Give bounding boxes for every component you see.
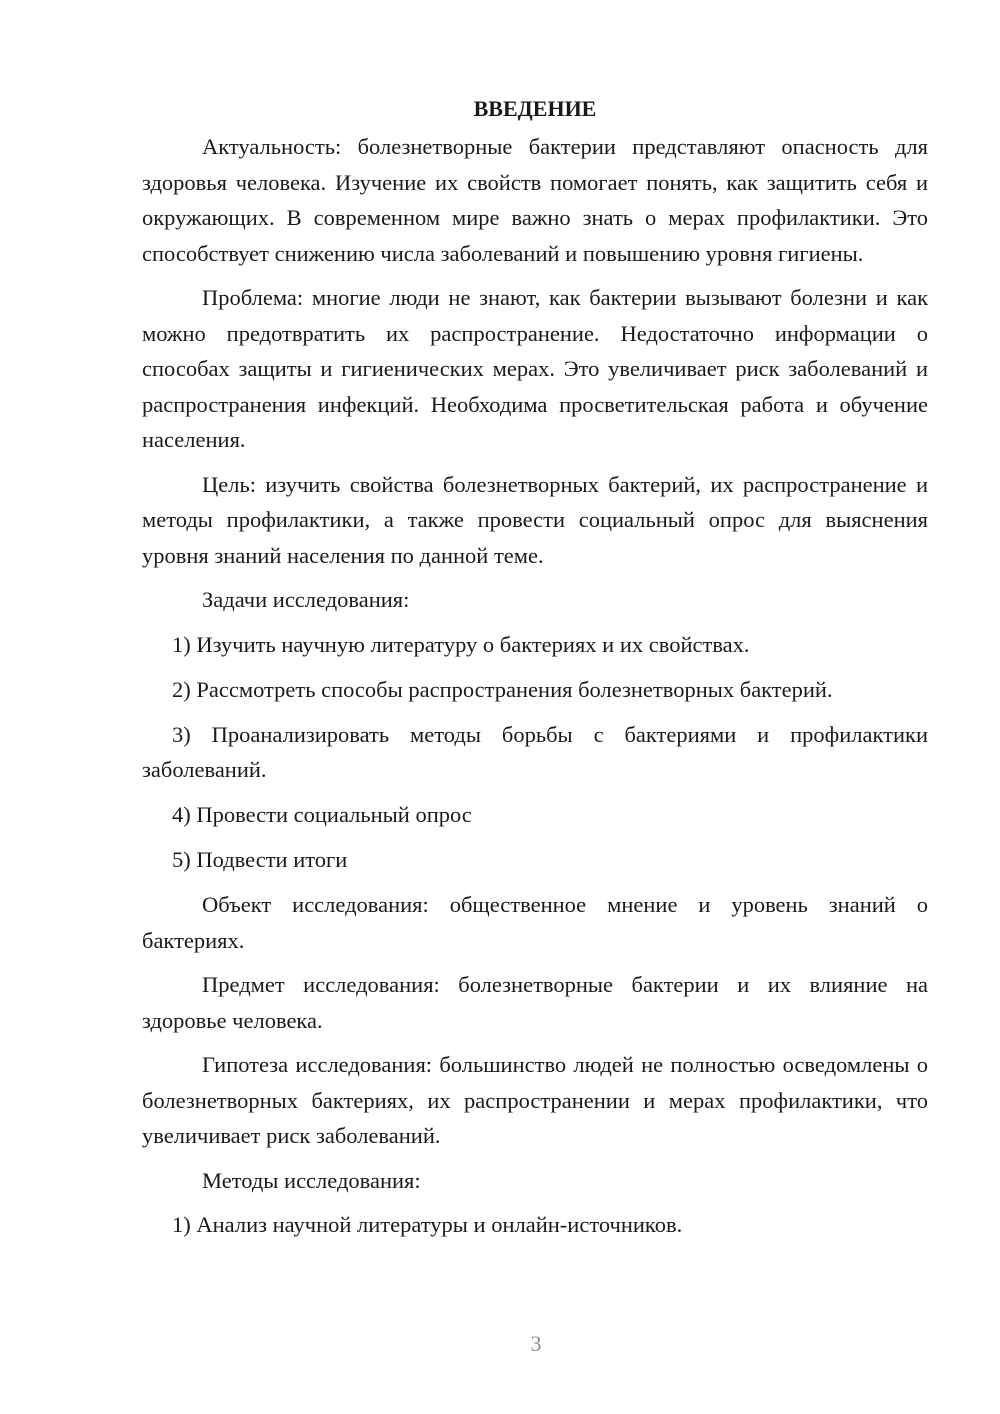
methods-label: Методы исследования: — [202, 1167, 421, 1193]
task-item-1: 1) Изучить научную литературу о бактериях и их свойствах. — [172, 631, 750, 657]
task-item-2: 2) Рассмотреть способы распространения болезнетворных бактерий. — [172, 676, 833, 702]
method-item-1: 1) Анализ научной литературы и онлайн-источников. — [172, 1212, 683, 1237]
page-number: 3 — [530, 1331, 542, 1356]
task-item-3: 3) Проанализировать методы борьбы с бактериями и профилактики заболеваний. — [142, 721, 928, 782]
document-page — [142, 92, 928, 1252]
paragraph-object: Объект исследования: общественное мнение и уровень знаний о бактериях. — [142, 892, 928, 953]
paragraph-subject: Предмет исследования: болезнетворные бактерии и их влияние на здоровье человека. — [142, 972, 928, 1033]
task-item-4: 4) Провести социальный опрос — [172, 802, 472, 827]
paragraph-hypothesis: Гипотеза исследования: большинство людей не полностью осведомлены о болезнетворных бактериях, их распространении и мерах профилактики, что увеличивает риск заболеваний. — [142, 1052, 928, 1148]
paragraph-goal: Цель: изучить свойства болезнетворных бактерий, их распространение и методы профилактики, а также провести социальный опрос для выяснения уровня знаний населения по данной теме. — [142, 471, 928, 568]
task-item-5: 5) Подвести итоги — [172, 847, 348, 872]
page-title: ВВЕДЕНИЕ — [473, 96, 597, 121]
tasks-label: Задачи исследования: — [202, 587, 410, 612]
paragraph-relevance: Актуальность: болезнетворные бактерии представляют опасность для здоровья человека. Изучение их свойств помогает понять, как защитить себя и окружающих. В современном мире важно знать о мерах профилактики. Это способствует снижению числа заболеваний и повышению уровня гигиены. — [142, 134, 928, 266]
paragraph-problem: Проблема: многие люди не знают, как бактерии вызывают болезни и как можно предотвратить их распространение. Недостаточно информации о способах защиты и гигиенических мерах. Это увеличивает риск заболеваний и распространения инфекций. Необходима просветительская работа и обучение населения. — [142, 285, 928, 452]
